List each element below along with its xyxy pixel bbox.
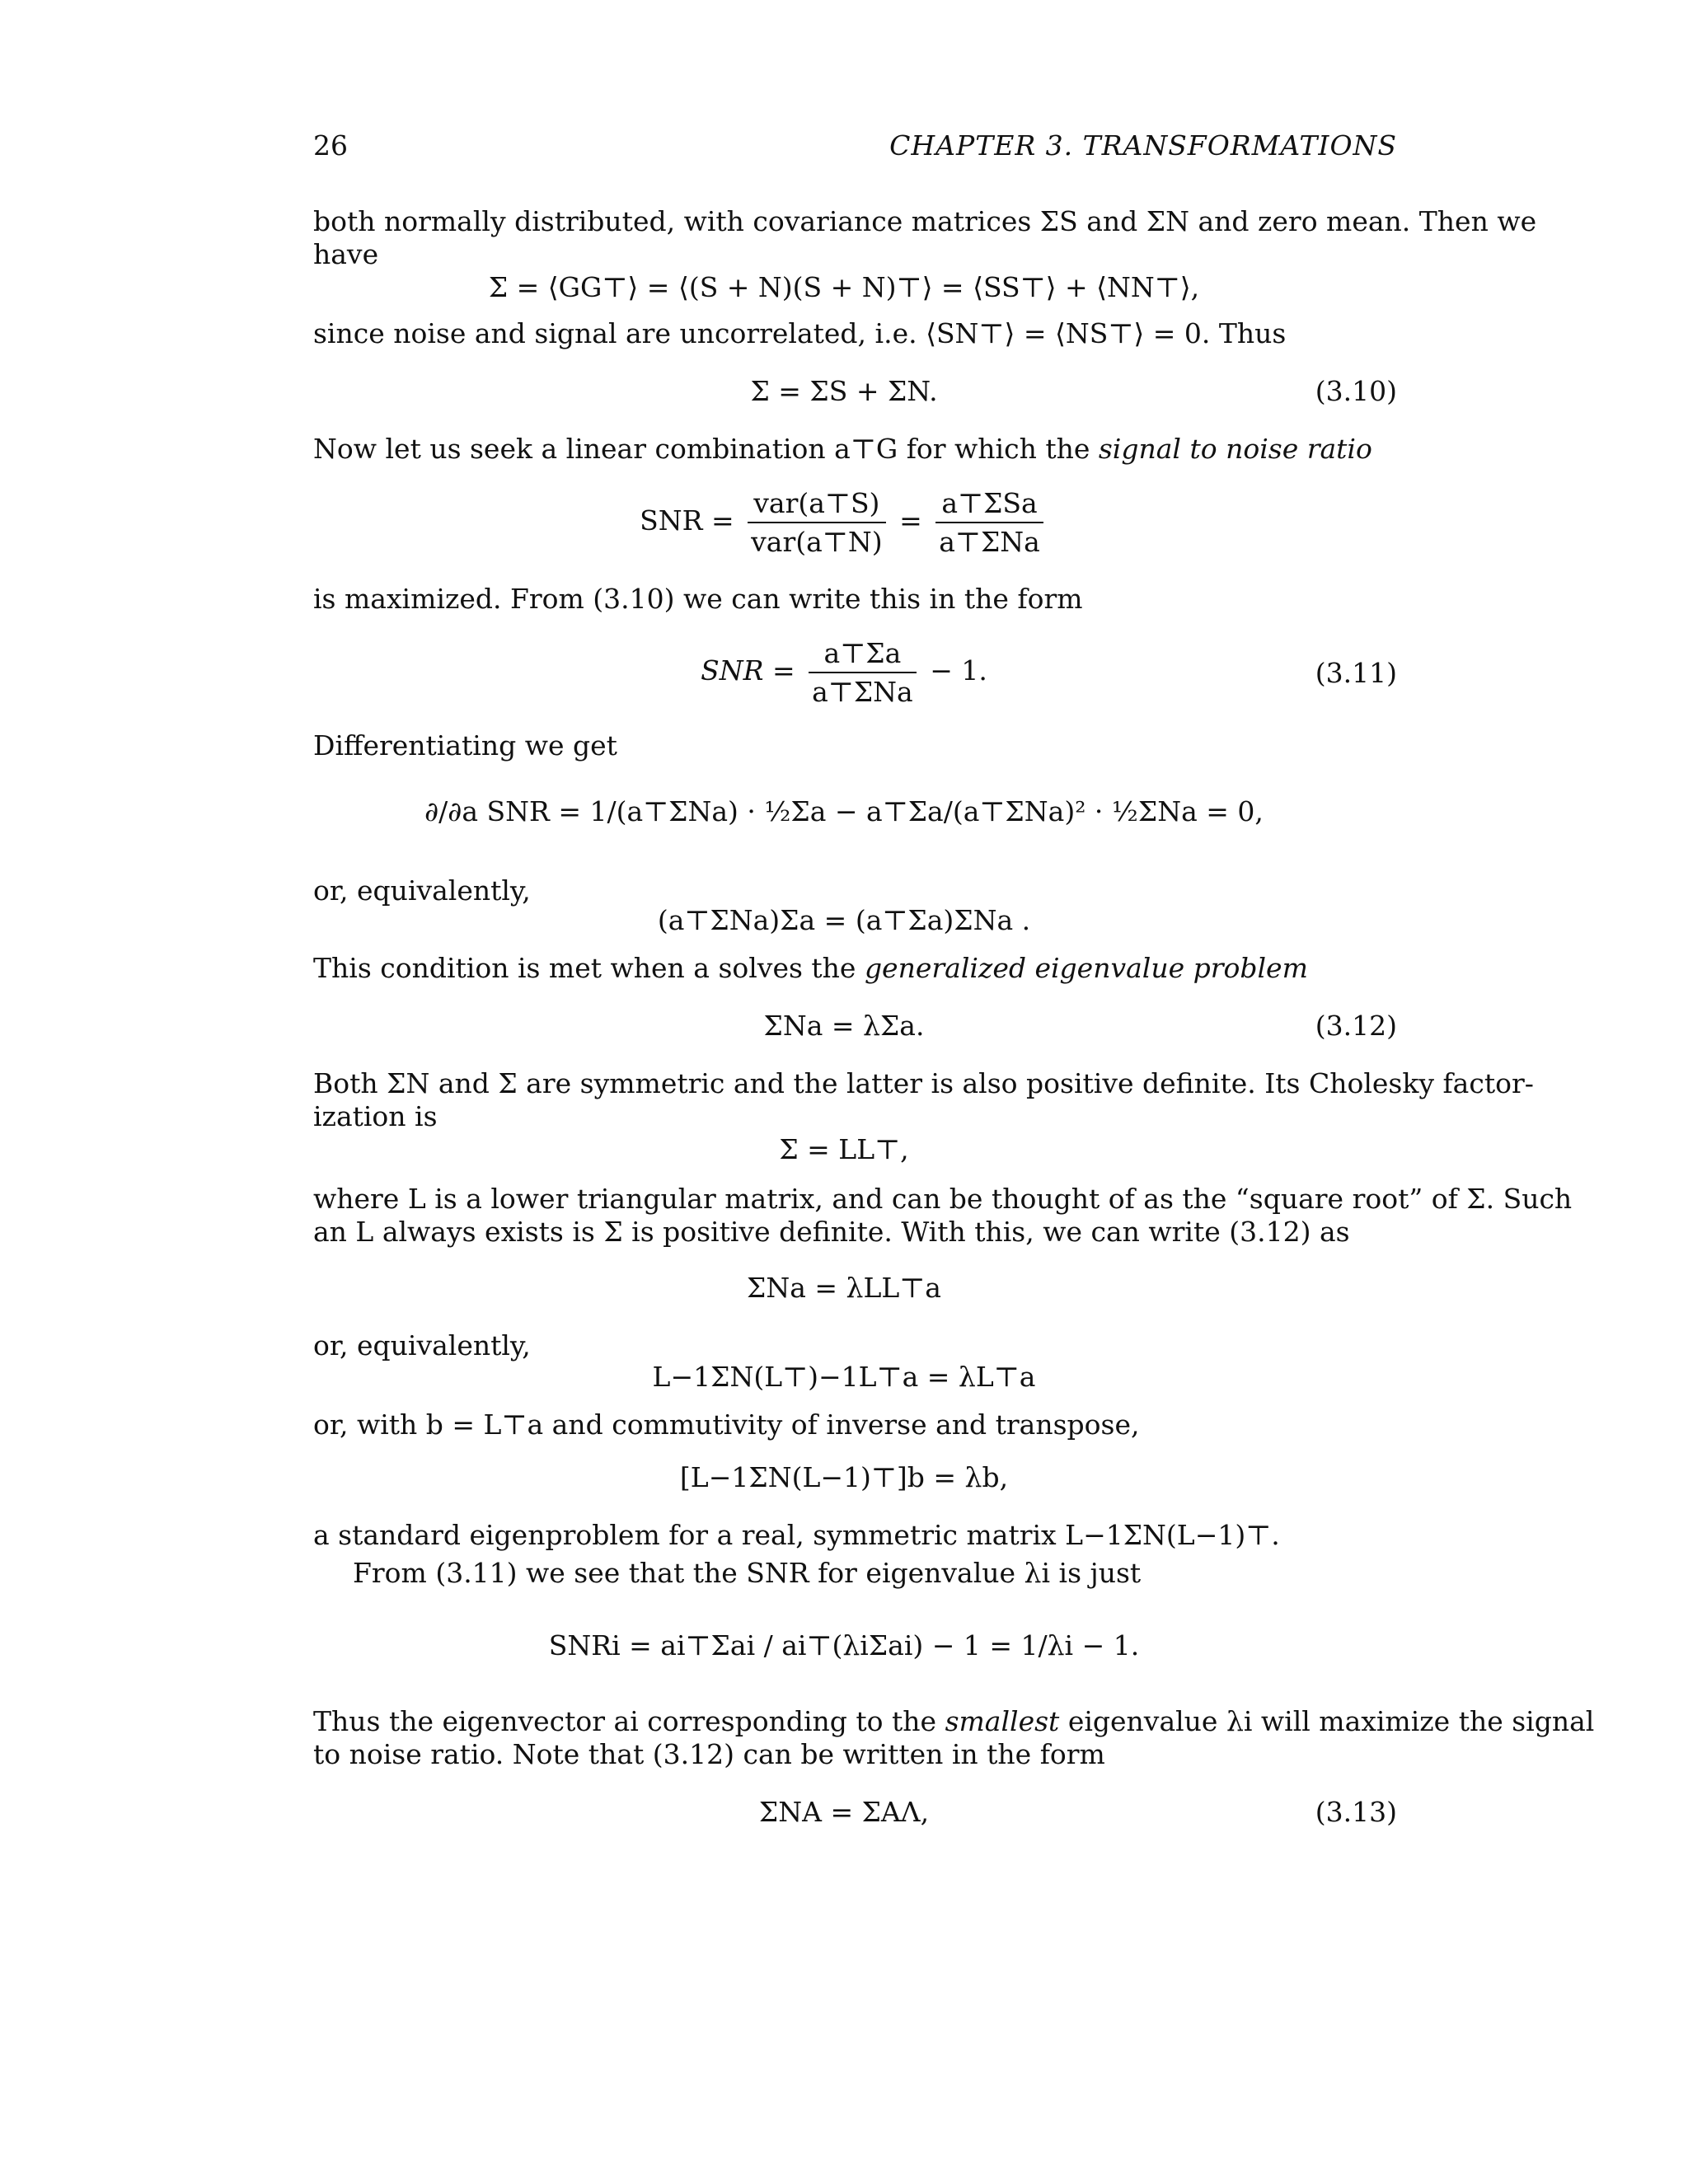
fraction-denominator: a⊤ΣNa <box>812 676 913 708</box>
equation-llt: ΣNa = λLL⊤a <box>747 1272 941 1304</box>
equation-differentiation: ∂/∂a SNR = 1/(a⊤ΣNa) · ½Σa − a⊤Σa/(a⊤ΣNa)² · ½ΣNa = 0, <box>424 795 1264 827</box>
emphasis-text: generalized eigenvalue problem <box>864 952 1308 984</box>
paragraph: a standard eigenproblem for a real, symmetric matrix L−1ΣN(L−1)⊤. <box>313 1519 1280 1551</box>
chapter-heading: CHAPTER 3. TRANSFORMATIONS <box>889 129 1397 162</box>
equation-number: (3.10) <box>1315 375 1397 407</box>
page-number: 26 <box>313 129 348 162</box>
equation-3-11 <box>0 637 1688 708</box>
paragraph-line: ization is <box>313 1100 438 1132</box>
equation-equivalent: (a⊤ΣNa)Σa = (a⊤Σa)ΣNa . <box>657 904 1031 936</box>
paragraph: since noise and signal are uncorrelated, i.e. ⟨SN⊤⟩ = ⟨NS⊤⟩ = 0. Thus <box>313 317 1287 349</box>
equation-3-13: ΣNA = ΣAΛ, <box>758 1796 930 1828</box>
equation-3-12: ΣNa = λΣa. <box>763 1010 925 1042</box>
paragraph: or, equivalently, <box>313 1329 531 1361</box>
paragraph-line: both normally distributed, with covariance matrices ΣS and ΣN and zero mean. Then we <box>313 205 1537 237</box>
fraction-numerator: a⊤ΣSa <box>935 490 1043 523</box>
paragraph: or, equivalently, <box>313 874 531 907</box>
equation-number: (3.12) <box>1315 1010 1397 1042</box>
paragraph-line: have <box>313 238 379 270</box>
paragraph-text: Thus the eigenvector ai corresponding to the <box>313 1705 937 1737</box>
paragraph: is maximized. From (3.10) we can write this in the form <box>313 583 1083 615</box>
equation-snr-i: SNRi = ai⊤Σai / ai⊤(λiΣai) − 1 = 1/λi − 1. <box>548 1629 1140 1661</box>
paragraph: From (3.11) we see that the SNR for eigenvalue λi is just <box>353 1557 1142 1589</box>
paragraph-line: an L always exists is Σ is positive definite. With this, we can write (3.12) as <box>313 1216 1350 1248</box>
paragraph-text: eigenvalue λi will maximize the signal <box>1067 1705 1595 1737</box>
emphasis-text: signal to noise ratio <box>1098 433 1372 465</box>
equation-number: (3.11) <box>1315 657 1397 689</box>
paragraph-line <box>313 1705 1595 1737</box>
paragraph-line: to noise ratio. Note that (3.12) can be written in the form <box>313 1738 1105 1770</box>
fraction <box>748 487 885 558</box>
paragraph: Differentiating we get <box>313 729 617 762</box>
fraction-numerator: a⊤Σa <box>809 640 917 673</box>
equation-number: (3.13) <box>1315 1796 1397 1828</box>
equation-3-10: Σ = ΣS + ΣN. <box>750 375 938 407</box>
equation-covariance: Σ = ⟨GG⊤⟩ = ⟨(S + N)(S + N)⊤⟩ = ⟨SS⊤⟩ + ⟨NN⊤⟩, <box>488 271 1200 303</box>
paragraph: or, with b = L⊤a and commutivity of inverse and transpose, <box>313 1408 1140 1441</box>
equation-snr: SNR = $\frac{\text{var(a⊤S)}}{\text{var(a⊤N)}}$ = $\frac{\text{a⊤ΣSa}}{\text{a⊤ΣNa}}$ <box>0 490 1688 555</box>
emphasis-text: smallest <box>945 1705 1060 1737</box>
paragraph <box>313 954 1308 982</box>
fraction-denominator: a⊤ΣNa <box>939 526 1040 558</box>
fraction <box>935 487 1043 558</box>
paragraph <box>313 433 1372 465</box>
paragraph-text: Now let us seek a linear combination a⊤G for which the <box>313 433 1090 465</box>
equation-cholesky: Σ = LL⊤, <box>779 1133 909 1165</box>
equation-lhs: SNR = <box>640 504 734 537</box>
paragraph-line: Both ΣN and Σ are symmetric and the latter is also positive definite. Its Cholesky factor- <box>313 1067 1534 1099</box>
equation-standard-eigenproblem: [L−1ΣN(L−1)⊤]b = λb, <box>679 1461 1009 1493</box>
equation-rhs: − 1. <box>930 654 987 687</box>
equation-linverse: L−1ΣN(L⊤)−1L⊤a = λL⊤a <box>652 1361 1036 1393</box>
fraction-denominator: var(a⊤N) <box>751 526 883 558</box>
fraction <box>809 637 917 708</box>
paragraph-line: where L is a lower triangular matrix, and can be thought of as the “square root” of Σ. Such <box>313 1183 1573 1215</box>
equation-lhs: SNR = <box>701 654 795 687</box>
paragraph-text: This condition is met when a solves the <box>313 952 856 984</box>
fraction-numerator: var(a⊤S) <box>748 490 885 523</box>
